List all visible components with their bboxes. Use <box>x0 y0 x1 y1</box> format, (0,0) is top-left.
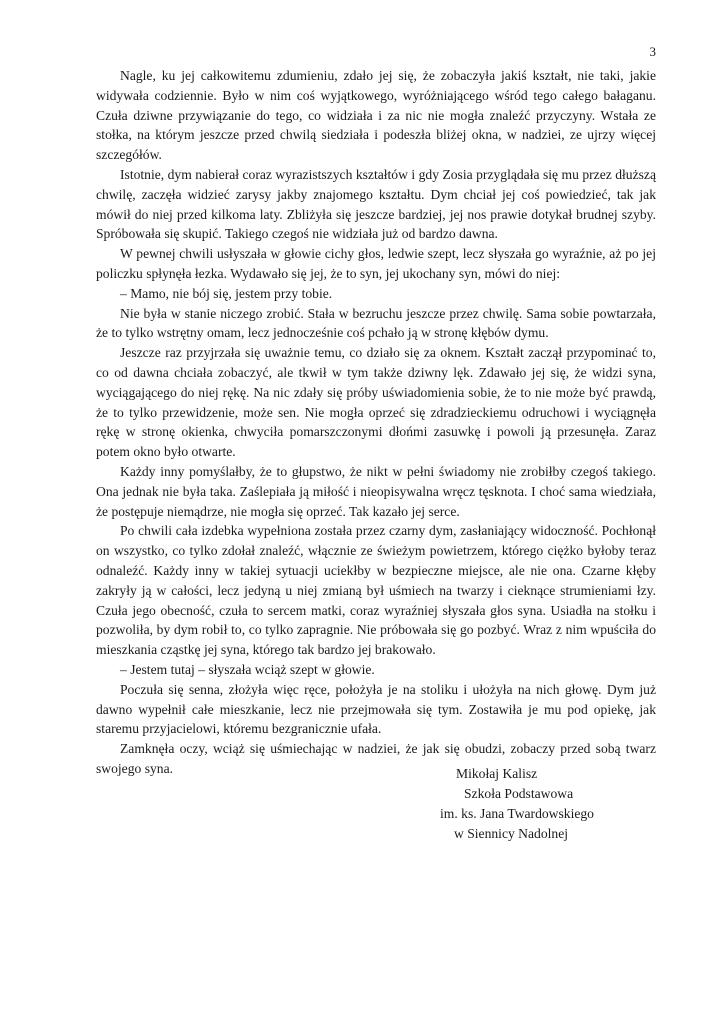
paragraph-dialogue: – Jestem tutaj – słyszała wciąż szept w głowie. <box>120 661 375 677</box>
story-text <box>96 66 656 779</box>
author-name: Mikołaj Kalisz <box>456 766 538 781</box>
paragraph: Każdy inny pomyślałby, że to głupstwo, że nikt w pełni świadomy nie zrobiłby czegoś takiego. Ona jednak nie była taka. Zaślepiała ją miłość i nieopisywalna wręcz tęsknota. I choć sama wiedziała, że postępuje niemądrze, nie mogła się oprzeć. Tak kazało jej serce. <box>96 463 656 519</box>
paragraph: Po chwili cała izdebka wypełniona została przez czarny dym, zasłaniający widoczność. Pochłonął on wszystko, co tylko zdołał znaleźć, włącznie ze świeżym powietrzem, którego ciężko byłoby teraz odnaleźć. Każdy inny w takiej sytuacji uciekłby w bezpieczne miejsce, ale nie ona. Czarne kłęby zakryły ją w całości, lecz jedyną u niej zmianą był uśmiech na twarzy i cieknące strumieniami łzy. Czuła jego obecność, czuła to sercem matki, coraz wyraźniej słyszała głos syna. Usiadła na stołku i pozwoliła, by dym robił to, co tylko zapragnie. Nie próbowała się go pozbyć. Wraz z nim wpuściła do mieszkania cząstkę jej syna, którego tak bardzo jej brakowało. <box>96 523 656 658</box>
paragraph: Istotnie, dym nabierał coraz wyrazistszych kształtów i gdy Zosia przyglądała się mu przez dłuższą chwilę, zaczęła widzieć zarysy jakby znajomego kształtu. Dym chciał jej coś powiedzieć, tak jak mówił do niej przed kilkoma laty. Zbliżyła się jeszcze bardziej, jej nos prawie dotykał brudnej szyby. Spróbowała się skupić. Takiego czegoś nie widziała już od bardzo dawna. <box>96 166 656 242</box>
school-name: Szkoła Podstawowa <box>464 786 574 801</box>
page-number: 3 <box>649 44 656 59</box>
school-patron: im. ks. Jana Twardowskiego <box>440 806 594 821</box>
paragraph: Nie była w stanie niczego zrobić. Stała w bezruchu jeszcze przez chwilę. Sama sobie powtarzała, że to tylko wstrętny omam, lecz jednocześnie coś pchało ją w stronę kłębów dymu. <box>96 305 656 341</box>
paragraph: Nagle, ku jej całkowitemu zdumieniu, zdało jej się, że zobaczyła jakiś kształt, nie taki, jakie widywała codziennie. Było w nim coś wyjątkowego, wyróżniającego wśród tego całego bałaganu. Czuła dziwne przywiązanie do tego, co widziała i za nic nie mogła znaleźć przyczyny. Wstała ze stołka, na którym jeszcze przed chwilą siedziała i podeszła bliżej okna, w nadziei, ze ujrzy więcej szczegółów. <box>96 68 656 163</box>
paragraph: Jeszcze raz przyjrzała się uważnie temu, co działo się za oknem. Kształt zaczął przypominać to, co od dawna chciała zobaczyć, ale tkwił w tym także dziwny lęk. Zdawało jej się, że widzi syna, wyciągającego do niej rękę. Na nic zdały się próby uświadomienia sobie, że to nie może być prawdą, że to tylko przewidzenie, może sen. Nie mogła oprzeć się zdradzieckiemu odruchowi i wyciągnęła rękę w stronę okienka, chwyciła pomarszczonymi dłońmi zasuwkę i powoli ją przesunęła. Zaraz potem okno było otwarte. <box>96 345 656 460</box>
paragraph: Poczuła się senna, złożyła więc ręce, położyła je na stoliku i ułożyła na nich głowę. Dym już dawno wypełnił całe mieszkanie, lecz nie przejmowała się tym. Zostawiła je mu pod opiekę, jak staremu przyjacielowi, któremu bezgranicznie ufała. <box>96 681 656 737</box>
paragraph-dialogue: – Mamo, nie bój się, jestem przy tobie. <box>120 285 333 301</box>
school-location: w Siennicy Nadolnej <box>454 826 569 841</box>
paragraph: Zamknęła oczy, wciąż się uśmiechając w nadziei, że jak się obudzi, zobaczy przed sobą twarz swojego syna. <box>96 741 656 776</box>
paragraph: W pewnej chwili usłyszała w głowie cichy głos, ledwie szept, lecz słyszała go wyraźnie, aż po jej policzku spłynęła łezka. Wydawało się jej, że to syn, jej ukochany syn, mówi do niej: <box>96 246 656 281</box>
author-signature-block <box>440 764 594 844</box>
